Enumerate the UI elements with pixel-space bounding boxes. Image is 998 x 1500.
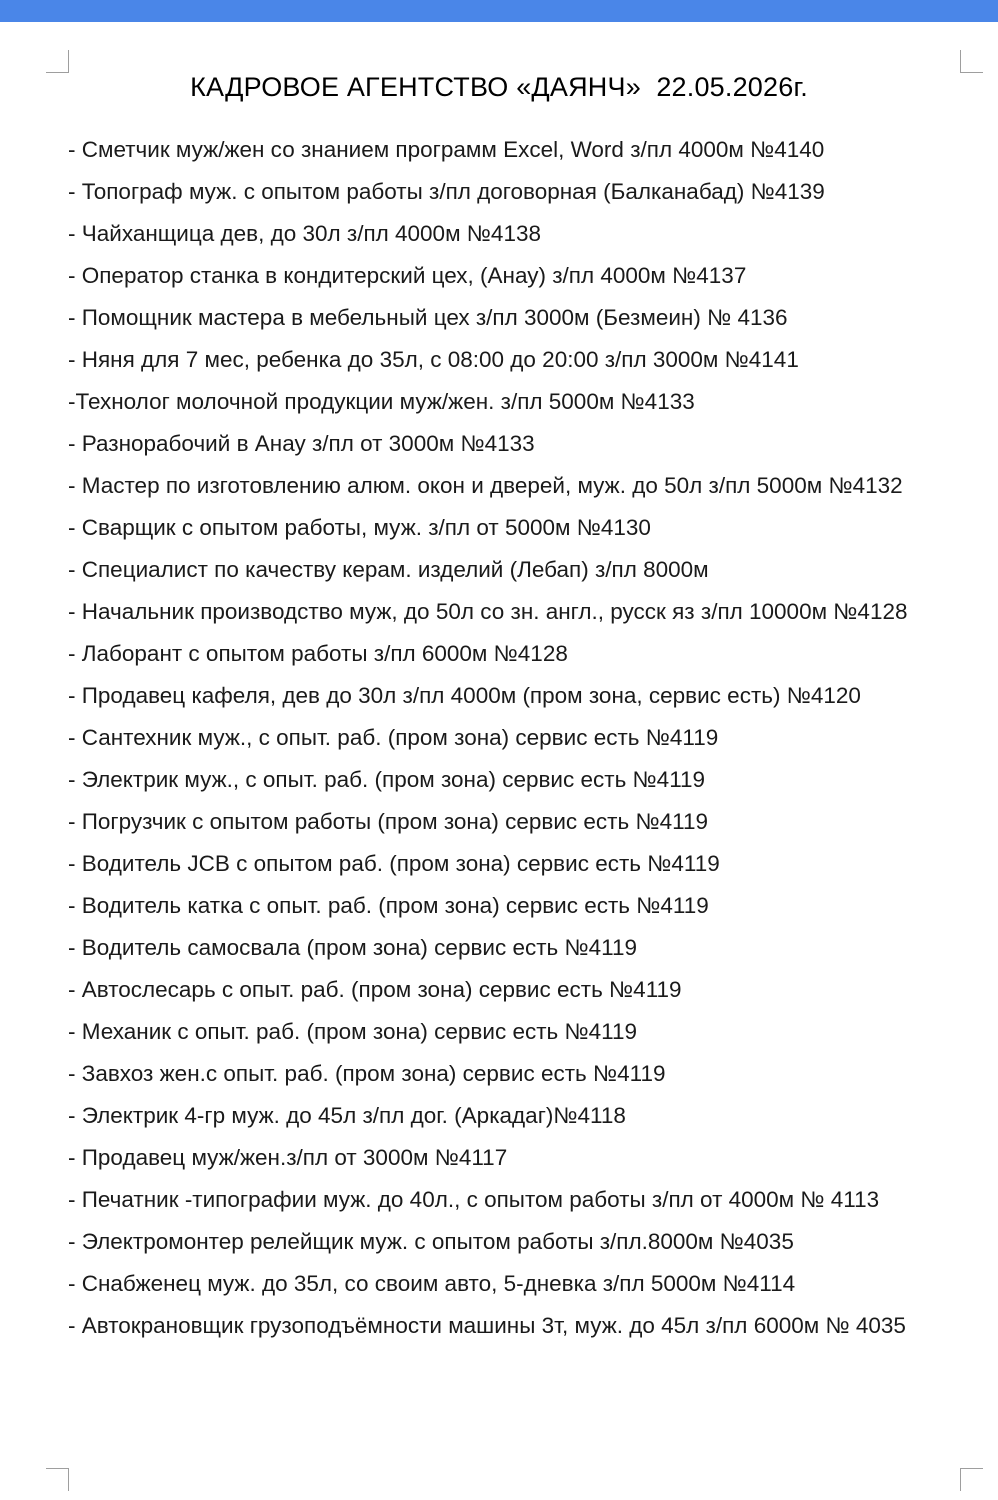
vacancy-item: - Сметчик муж/жен со знанием программ Excel, Word з/пл 4000м №4140 [68, 137, 825, 162]
vacancy-item: - Няня для 7 мес, ребенка до 35л, с 08:00 до 20:00 з/пл 3000м №4141 [68, 347, 799, 372]
vacancy-item: - Электрик муж., с опыт. раб. (пром зона) сервис есть №4119 [68, 767, 706, 792]
top-bar [0, 0, 998, 22]
vacancy-item: - Продавец кафеля, дев до 30л з/пл 4000м (пром зона, сервис есть) №4120 [68, 683, 861, 708]
vacancy-item: - Сантехник муж., с опыт. раб. (пром зона) сервис есть №4119 [68, 725, 719, 750]
page-title: КАДРОВОЕ АГЕНТСТВО «ДАЯНЧ» 22.05.2026г. [190, 72, 808, 102]
page-corner-mark-top-right [960, 50, 983, 73]
vacancy-item: - Топограф муж. с опытом работы з/пл договорная (Балканабад) №4139 [68, 179, 825, 204]
vacancy-item: - Специалист по качеству керам. изделий (Лебап) з/пл 8000м [68, 557, 709, 582]
page-corner-mark-bottom-left [46, 1468, 69, 1491]
vacancy-item: - Погрузчик с опытом работы (пром зона) сервис есть №4119 [68, 809, 708, 834]
vacancy-item: - Оператор станка в кондитерский цех, (Анау) з/пл 4000м №4137 [68, 263, 747, 288]
vacancy-item: - Электрик 4-гр муж. до 45л з/пл дог. (Аркадаг)№4118 [68, 1103, 626, 1128]
vacancy-item: - Снабженец муж. до 35л, со своим авто, 5-дневка з/пл 5000м №4114 [68, 1271, 796, 1296]
vacancy-item: - Автокрановщик грузоподъёмности машины 3т, муж. до 45л з/пл 6000м № 4035 [68, 1313, 906, 1338]
vacancy-item: - Механик с опыт. раб. (пром зона) сервис есть №4119 [68, 1019, 638, 1044]
vacancy-item: - Разнорабочий в Анау з/пл от 3000м №4133 [68, 431, 535, 456]
vacancy-item: - Сварщик с опытом работы, муж. з/пл от 5000м №4130 [68, 515, 651, 540]
vacancy-list [68, 136, 968, 1354]
vacancy-item: - Лаборант с опытом работы з/пл 6000м №4128 [68, 641, 568, 666]
vacancy-item: - Водитель самосвала (пром зона) сервис есть №4119 [68, 935, 638, 960]
vacancy-item: - Водитель катка с опыт. раб. (пром зона) сервис есть №4119 [68, 893, 709, 918]
vacancy-item: -Технолог молочной продукции муж/жен. з/пл 5000м №4133 [68, 389, 695, 414]
vacancy-item: - Начальник производство муж, до 50л со зн. англ., русск яз з/пл 10000м №4128 [68, 599, 908, 624]
vacancy-item: - Автослесарь с опыт. раб. (пром зона) сервис есть №4119 [68, 977, 682, 1002]
vacancy-item: - Электромонтер релейщик муж. с опытом работы з/пл.8000м №4035 [68, 1229, 794, 1254]
vacancy-item: - Мастер по изготовлению алюм. окон и дверей, муж. до 50л з/пл 5000м №4132 [68, 473, 903, 498]
page-corner-mark-bottom-right [960, 1468, 983, 1491]
page-corner-mark-top-left [46, 50, 69, 73]
vacancy-item: - Помощник мастера в мебельный цех з/пл 3000м (Безмеин) № 4136 [68, 305, 788, 330]
vacancy-item: - Чайханщица дев, до 30л з/пл 4000м №4138 [68, 221, 541, 246]
vacancy-item: - Продавец муж/жен.з/пл от 3000м №4117 [68, 1145, 508, 1170]
vacancy-item: - Завхоз жен.с опыт. раб. (пром зона) сервис есть №4119 [68, 1061, 666, 1086]
vacancy-item: - Печатник -типографии муж. до 40л., с опытом работы з/пл от 4000м № 4113 [68, 1187, 880, 1212]
vacancy-item: - Водитель JCB с опытом раб. (пром зона) сервис есть №4119 [68, 851, 720, 876]
